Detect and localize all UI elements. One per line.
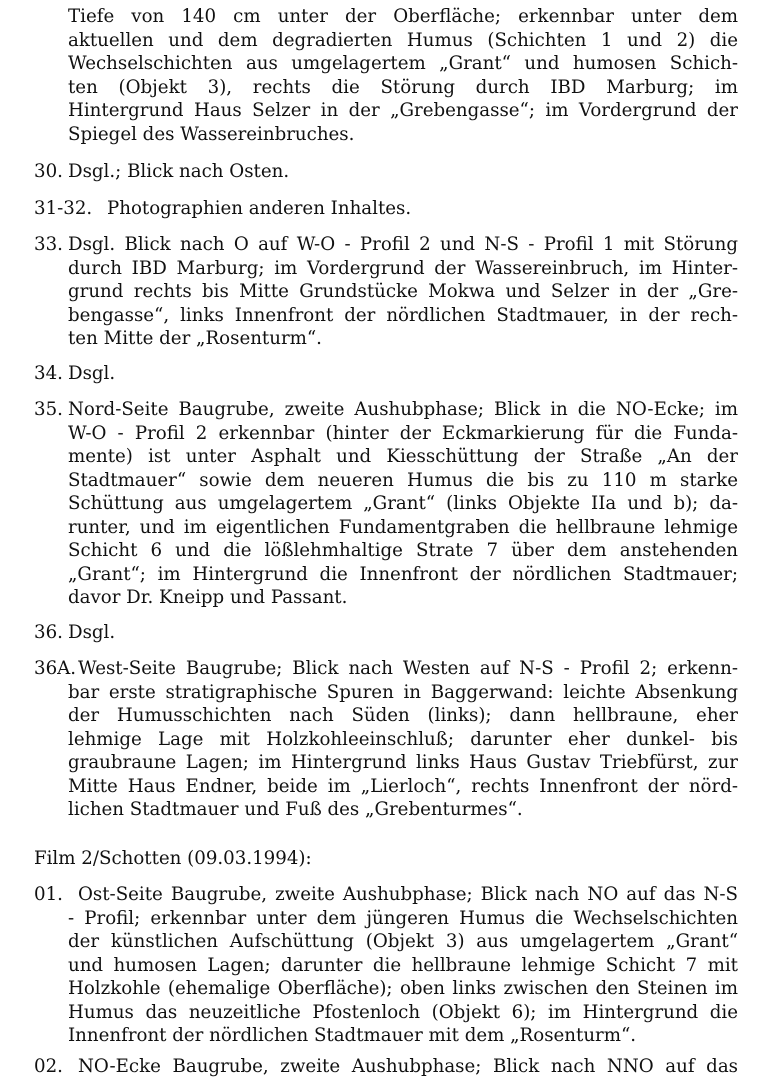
entry-line: grund rechts bis Mitte Grundstücke Mokwa und Selzer in der „Gre- (68, 281, 738, 302)
entry-number: 02. (34, 1056, 63, 1077)
entry-number: 34. (34, 363, 63, 384)
entry-number: 35. (34, 399, 63, 420)
entry-number: 33. (34, 234, 63, 255)
entry-line: - Profil; erkennbar unter dem jüngeren Humus die Wechselschichten (68, 907, 738, 929)
entry-line: Innenfront der nördlichen Stadtmauer mit dem „Rosenturm“. (68, 1025, 637, 1046)
entry-line: Schicht 6 und die lößlehmhaltige Strate 7 über dem anstehenden (68, 540, 738, 561)
entry-line: ten Mitte der „Rosenturm“. (68, 328, 322, 349)
entry-line: bar erste stratigraphische Spuren in Baggerwand: leichte Absenkung (68, 681, 738, 703)
entry-line: NO-Ecke Baugrube, zweite Aushubphase; Blick nach NNO auf das (78, 1056, 738, 1077)
entry-number: 36. (34, 622, 63, 643)
entry-line: „Grant“; im Hintergrund die Innenfront der nördlichen Stadtmauer; (68, 563, 738, 585)
entry-number: 01. (34, 884, 63, 905)
entry-line: Ost-Seite Baugrube, zweite Aushubphase; Blick nach NO auf das N-S (78, 884, 738, 905)
entry-line: Hintergrund Haus Selzer in der „Grebengasse“; im Vordergrund der (68, 100, 738, 121)
entry-line: Spiegel des Wassereinbruches. (68, 123, 355, 145)
entry-line: davor Dr. Kneipp und Passant. (68, 587, 348, 608)
entry-number: 36A. (34, 658, 77, 679)
entry-line: West-Seite Baugrube; Blick nach Westen auf N-S - Profil 2; erkenn- (78, 658, 738, 679)
entry-line: Dsgl. (68, 363, 116, 384)
entry-line: Holzkohle (ehemalige Oberfläche); oben links zwischen den Steinen im (68, 978, 738, 999)
entry-line: lehmige Lage mit Holzkohleeinschluß; darunter eher dunkel- bis (68, 728, 738, 750)
entry-number: 30. (34, 161, 63, 182)
entry-line: Dsgl. Blick nach O auf W-O - Profil 2 und N-S - Profil 1 mit Störung (68, 234, 738, 255)
entry-line: Stadtmauer“ sowie dem neueren Humus die bis zu 110 m starke (68, 469, 738, 491)
entry-line: der Humusschichten nach Süden (links); dann hellbraune, eher (68, 705, 738, 726)
entry-line: ten (Objekt 3), rechts die Störung durch IBD Marburg; im (68, 76, 738, 98)
entry-line: Nord-Seite Baugrube, zweite Aushubphase; Blick in die NO-Ecke; im (68, 399, 738, 420)
entry-line: Dsgl. (68, 622, 116, 643)
entry-line: Tiefe von 140 cm unter der Oberfläche; erkennbar unter dem (68, 6, 738, 27)
film-heading: Film 2/Schotten (09.03.1994): (34, 848, 312, 869)
entry-line: graubraune Lagen; im Hintergrund links Haus Gustav Triebfürst, zur (68, 752, 738, 773)
entry-line: mente) ist unter Asphalt und Kiesschüttung der Straße „An der (68, 446, 738, 467)
entry-line: Dsgl.; Blick nach Osten. (68, 161, 290, 182)
entry-line: Mitte Haus Endner, beide im „Lierloch“, rechts Innenfront der nörd- (68, 775, 738, 797)
entry-line: runter, und im eigentlichen Fundamentgraben die hellbraune lehmige (68, 516, 738, 538)
entry-line: und humosen Lagen; darunter die hellbraune lehmige Schicht 7 mit (68, 954, 738, 976)
entry-number: 31-32. (34, 198, 93, 219)
entry-line: aktuellen und dem degradierten Humus (Schichten 1 und 2) die (68, 29, 738, 51)
entry-line: Wechselschichten aus umgelagertem „Grant“ und humosen Schich- (68, 53, 738, 74)
entry-line: Schüttung aus umgelagertem „Grant“ (links Objekte IIa und b); da- (68, 493, 738, 514)
entry-line: W-O - Profil 2 erkennbar (hinter der Eckmarkierung für die Funda- (68, 422, 738, 444)
entry-line: bengasse“, links Innenfront der nördlichen Stadtmauer, in der rech- (68, 304, 738, 326)
entry-line: Humus das neuzeitliche Pfostenloch (Objekt 6); im Hintergrund die (68, 1001, 738, 1023)
entry-line: der künstlichen Aufschüttung (Objekt 3) aus umgelagertem „Grant“ (68, 931, 738, 952)
entry-line: Photographien anderen Inhaltes. (107, 198, 412, 219)
entry-line: lichen Stadtmauer und Fuß des „Grebenturmes“. (68, 799, 523, 820)
entry-line: durch IBD Marburg; im Vordergrund der Wassereinbruch, im Hinter- (68, 257, 738, 279)
